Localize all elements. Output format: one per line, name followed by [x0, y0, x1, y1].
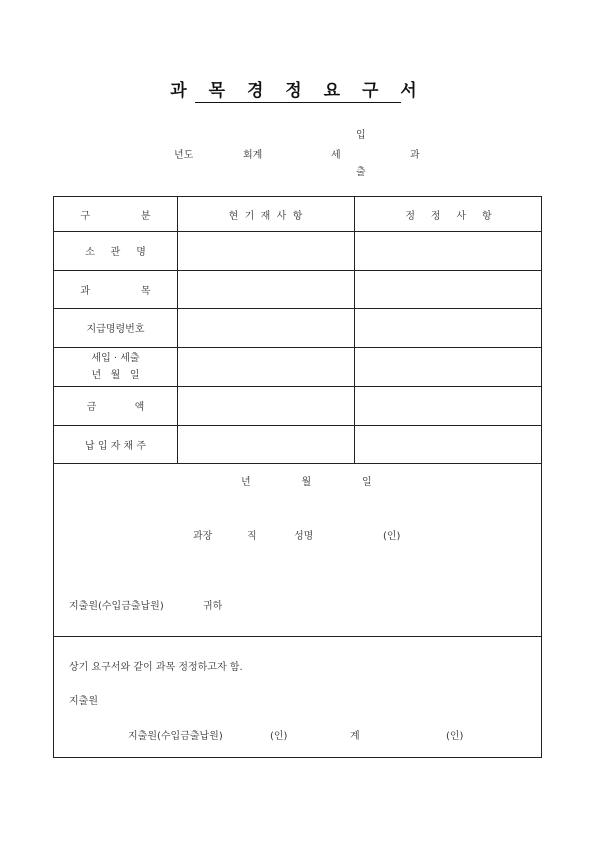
- row-label-revenue-expenditure-date: [54, 347, 177, 386]
- recipient-label: 지출원(수입금출납원): [69, 601, 164, 612]
- current-jurisdiction-field[interactable]: [178, 232, 354, 270]
- honorific-label: 귀하: [203, 601, 223, 612]
- chief-label: 과장: [193, 531, 213, 542]
- section-divider: [54, 636, 541, 637]
- current-date-field[interactable]: [178, 348, 354, 386]
- corrected-jurisdiction-field[interactable]: [355, 232, 543, 270]
- official-label: 지출원: [69, 696, 98, 707]
- year-label: 년도: [174, 150, 194, 161]
- row-label-item: 과 목: [80, 285, 151, 297]
- seal-mark: (인): [446, 731, 464, 742]
- header-correction: 정 정 사 항: [405, 210, 492, 222]
- row-label-amount: 금 액: [86, 402, 145, 413]
- seal-mark: (인): [270, 731, 288, 742]
- seal-mark: (인): [383, 531, 401, 542]
- document-title: 과 목 경 정 요 구 서: [170, 81, 425, 101]
- table-bottom-divider: [54, 463, 541, 464]
- corrected-payment-order-field[interactable]: [355, 309, 543, 347]
- corrected-date-field[interactable]: [355, 348, 543, 386]
- header-current-entry: 현 기 재 사 항: [228, 210, 303, 222]
- account-label: 회계: [243, 150, 263, 161]
- cashier-label: 지출원(수입금출납원): [128, 731, 223, 742]
- corrected-item-field[interactable]: [355, 271, 543, 308]
- corrected-payer-field[interactable]: [355, 426, 543, 463]
- row-label-line: 세입 · 세출: [91, 352, 140, 364]
- expense-label: 출: [356, 167, 366, 178]
- income-label: 입: [356, 130, 366, 141]
- current-amount-field[interactable]: [178, 387, 354, 425]
- name-label: 성명: [294, 531, 314, 542]
- tax-label: 세: [331, 150, 341, 161]
- current-item-field[interactable]: [178, 271, 354, 308]
- account-mark: 계: [350, 731, 360, 742]
- header-category: 구 분: [80, 210, 151, 222]
- title-underline: [195, 102, 401, 103]
- corrected-amount-field[interactable]: [355, 387, 543, 425]
- row-label-jurisdiction: 소 관 명: [85, 247, 146, 258]
- correction-form: [53, 196, 542, 758]
- current-payer-field[interactable]: [178, 426, 354, 463]
- position-label: 직: [247, 531, 257, 542]
- row-label-payment-order-number: 지급명령번호: [86, 324, 145, 335]
- row-label-payer: 납 입 자 채 주: [84, 440, 146, 452]
- row-label-line: 년 월 일: [91, 369, 140, 381]
- current-payment-order-field[interactable]: [178, 309, 354, 347]
- section-label: 과: [410, 150, 420, 161]
- approval-date: 년 월 일: [241, 477, 372, 488]
- request-statement: 상기 요구서와 같이 과목 정정하고자 함.: [69, 662, 243, 673]
